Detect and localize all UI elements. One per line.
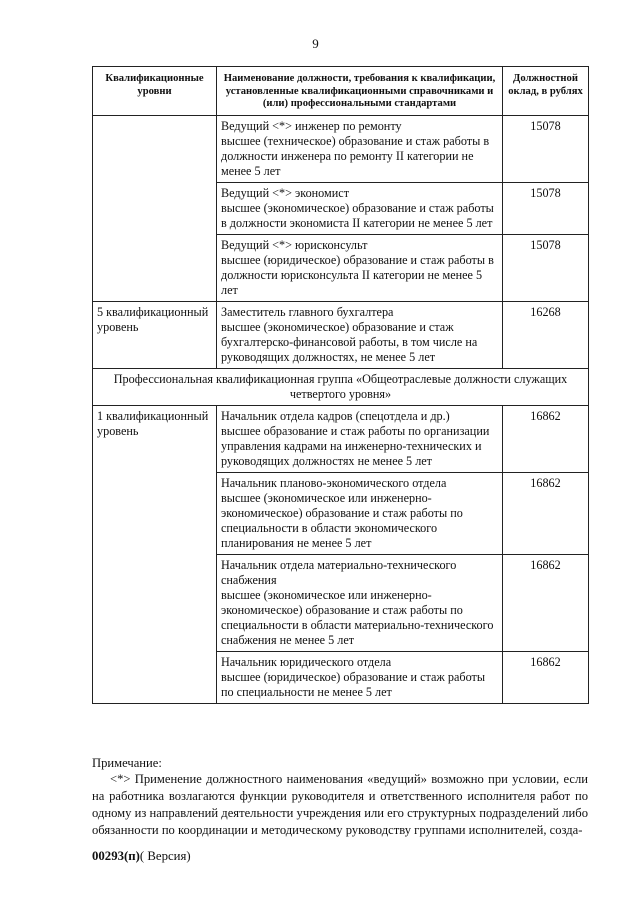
salary-cell: 15078 xyxy=(503,182,589,234)
salary-cell: 16268 xyxy=(503,301,589,368)
level-cell: 5 квалификационный уровень xyxy=(93,301,217,368)
salary-cell: 16862 xyxy=(503,472,589,554)
position-title: Заместитель главного бухгалтера xyxy=(221,304,394,319)
note-text: <*> Применение должностного наименования «ведущий» возможно при условии, если на работника возлагаются функции руководителя и ответственного исполнителя работ по одному из направлений деятельности учреждения или его структурных подразделений либо обязанности по координации и методическому руководству группами исполнителей, созда- xyxy=(92,772,588,837)
position-cell xyxy=(217,115,503,182)
position-cell xyxy=(217,405,503,472)
table-row xyxy=(93,301,589,368)
position-cell xyxy=(217,301,503,368)
position-requirement: высшее (экономическое или инженерно-экономическое) образование и стаж работы по специальности в области экономического планирования не менее 5 лет xyxy=(221,490,463,550)
level-cell xyxy=(93,115,217,301)
position-title: Начальник отдела материально-технического снабжения xyxy=(221,557,457,587)
document-id xyxy=(92,849,191,864)
table-header-row xyxy=(93,67,589,116)
position-cell xyxy=(217,651,503,703)
salary-cell: 16862 xyxy=(503,651,589,703)
salary-cell: 16862 xyxy=(503,554,589,651)
salary-cell: 15078 xyxy=(503,234,589,301)
position-title: Ведущий <*> инженер по ремонту xyxy=(221,118,402,133)
salary-cell: 15078 xyxy=(503,115,589,182)
position-title: Начальник отдела кадров (спецотдела и др.) xyxy=(221,408,450,423)
group-title: Профессиональная квалификационная группа «Общеотраслевые должности служащих четвертого уровня» xyxy=(93,368,589,405)
page-number: 9 xyxy=(312,36,319,51)
level-cell: 1 квалификационный уровень xyxy=(93,405,217,703)
header-levels: Квалификационные уровни xyxy=(93,67,217,116)
salary-table xyxy=(92,66,589,704)
position-title: Начальник планово-экономического отдела xyxy=(221,475,447,490)
position-title: Ведущий <*> юрисконсульт xyxy=(221,237,368,252)
document-code: 00293(п) xyxy=(92,849,140,863)
position-cell xyxy=(217,234,503,301)
position-requirement: высшее (экономическое или инженерно-экономическое) образование и стаж работы по специальности в области материально-технического снабжения не менее 5 лет xyxy=(221,587,494,647)
position-cell xyxy=(217,182,503,234)
position-requirement: высшее образование и стаж работы по организации управления кадрами на инженерно-технических и руководящих должностях не менее 5 лет xyxy=(221,423,490,468)
group-title-row xyxy=(93,368,589,405)
document-version: ( Версия) xyxy=(139,849,191,863)
note-title: Примечание: xyxy=(92,756,162,770)
table-row xyxy=(93,115,589,182)
position-cell xyxy=(217,472,503,554)
salary-cell: 16862 xyxy=(503,405,589,472)
table-row xyxy=(93,405,589,472)
header-position: Наименование должности, требования к квалификации, установленные квалификационными справочниками и (или) профессиональными стандартами xyxy=(217,67,503,116)
header-salary: Должностной оклад, в рублях xyxy=(503,67,589,116)
position-requirement: высшее (экономическое) образование и стаж бухгалтерско-финансовой работы, в том числе на руководящих должностях, не менее 5 лет xyxy=(221,319,478,364)
position-title: Ведущий <*> экономист xyxy=(221,185,350,200)
position-requirement: высшее (техническое) образование и стаж работы в должности инженера по ремонту II категории не менее 5 лет xyxy=(221,133,490,178)
position-requirement: высшее (юридическое) образование и стаж работы по специальности не менее 5 лет xyxy=(221,669,486,699)
position-requirement: высшее (юридическое) образование и стаж работы в должности юрисконсульта II категории не менее 5 лет xyxy=(221,252,494,297)
position-cell xyxy=(217,554,503,651)
position-requirement: высшее (экономическое) образование и стаж работы в должности экономиста II категории не менее 5 лет xyxy=(221,200,494,230)
position-title: Начальник юридического отдела xyxy=(221,654,392,669)
